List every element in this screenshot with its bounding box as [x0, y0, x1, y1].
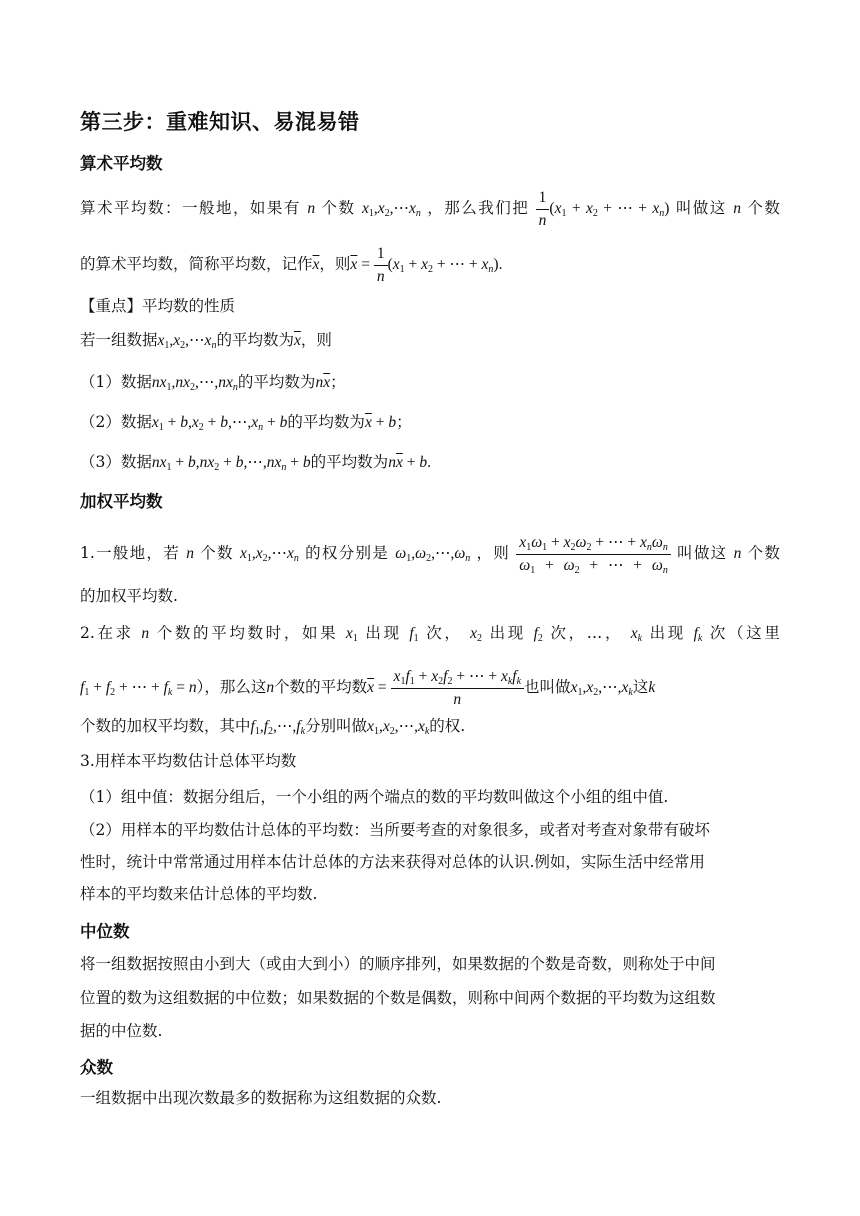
heading-mode: 众数 [80, 1058, 113, 1077]
arith-definition-line1: 算术平均数：一般地，如果有 n 个数 $x_1,x_2,\cdots x_n$ ，那么我们把 $\frac{1}{n}$ ($x_1 + x_2$ + ⋯ + $x_n$) 叫做这 n 个数 [80, 189, 780, 229]
key-point-heading: 【重点】平均数的性质 [80, 297, 236, 315]
property-2: （2）数据$x_1 + b,x_2$ + $b,\cdots,x_n + b$的平均数为$\overline{x} + b$； [80, 413, 412, 433]
heading-arithmetic-mean: 算术平均数 [80, 154, 163, 173]
sample-estimate-line2: 性时，统计中常常通过用样本估计总体的方法来获得对总体的认识.例如，实际生活中经常用 [80, 853, 705, 871]
heading-weighted-mean: 加权平均数 [80, 492, 163, 511]
key-point-tag: 【重点】 [80, 297, 143, 315]
property-1: （1）数据$nx_1,nx_2,\cdots,nx_n$的平均数为$n\overline{x}$； [80, 373, 346, 393]
property-premise: 若一组数据$x_1,x_2,\cdots x_n$的平均数为$\overline{x}$，则 [80, 331, 332, 351]
weighted-mean-fraction: $\frac{x_1\omega_1 + x_2\omega_2 + \cdots + x_n\omega_n}{\omega_1 + \omega_2 + \cdots + \omega_n}$ [516, 535, 671, 573]
sample-estimate-line1: （2）用样本的平均数估计总体的平均数：当所要考查的对象很多，或者对考查对象带有破坏 [80, 821, 710, 839]
mode-text-line1: 一组数据中出现次数最多的数据称为这组数据的众数. [80, 1089, 442, 1107]
arith-definition-line2: 的算术平均数，简称平均数，记作$\overline{x}$，则$\overline{x}$ = $\frac{1}{n}$ ($x_1 + x_2$ + ⋯ + $x_n$). [80, 245, 503, 285]
frequency-mean-fraction: $\frac{x_1f_1 + x_2f_2 + \cdots + x_kf_k}{n}$ [391, 669, 525, 707]
weighted-frequency-line3: 个数的加权平均数，其中$f_1,f_2,\cdots,f_k$分别叫做$x_1,x_2,\cdots,x_k$的权. [80, 717, 466, 737]
property-3: （3）数据$nx_1 + b,nx_2$ + $b,\cdots,nx_n + b$的平均数为$n\overline{x} + b$. [80, 453, 431, 473]
weighted-definition-line2: 的加权平均数. [80, 587, 178, 605]
fraction-1-over-n: $\frac{1}{n}$ [536, 190, 550, 228]
median-text-line3: 据的中位数. [80, 1022, 163, 1040]
sample-estimate-line3: 样本的平均数来估计总体的平均数. [80, 885, 318, 903]
fraction-1-over-n: $\frac{1}{n}$ [374, 246, 388, 284]
heading-median: 中位数 [80, 922, 130, 941]
sample-estimate-heading: 3.用样本平均数估计总体平均数 [80, 752, 297, 770]
page-title: 第三步：重难知识、易混易错 [80, 110, 360, 134]
weighted-definition-line1: 1.一般地，若 n 个数 $x_1,x_2,\cdots x_n$ 的权分别是 $\omega_1,\omega_2,\cdots,\omega_n$ ，则 $\frac{x_1\omega_1 + x_2\omega_2 + \cdots + x_n\omega_n}{\omega_1 + \omega_2 + \cdots + \omega_n}$ 叫做这 n 个数 [80, 534, 780, 576]
class-midpoint-text: （1）组中值：数据分组后，一个小组的两个端点的数的平均数叫做这个小组的组中值. [80, 788, 669, 806]
median-text-line2: 位置的数为这组数据的中位数；如果数据的个数是偶数，则称中间两个数据的平均数为这组数 [80, 989, 716, 1007]
weighted-frequency-line2: $f_1 + f_2$ + ⋯ + $f_k = n$），那么这n个数的平均数$\overline{x}$ = $\frac{x_1f_1 + x_2f_2 + \cdots + x_kf_k}{n}$ 也叫做$x_1,x_2,\cdots,x_k$这k [80, 668, 656, 708]
median-text-line1: 将一组数据按照由小到大（或由大到小）的顺序排列，如果数据的个数是奇数，则称处于中间 [80, 955, 716, 973]
weighted-frequency-line1: 2.在求 n 个数的平均数时，如果 $x_1$ 出现 $f_1$ 次， $x_2$ 出现 $f_2$ 次，…， $x_k$ 出现 $f_k$ 次（这里 [80, 624, 780, 644]
